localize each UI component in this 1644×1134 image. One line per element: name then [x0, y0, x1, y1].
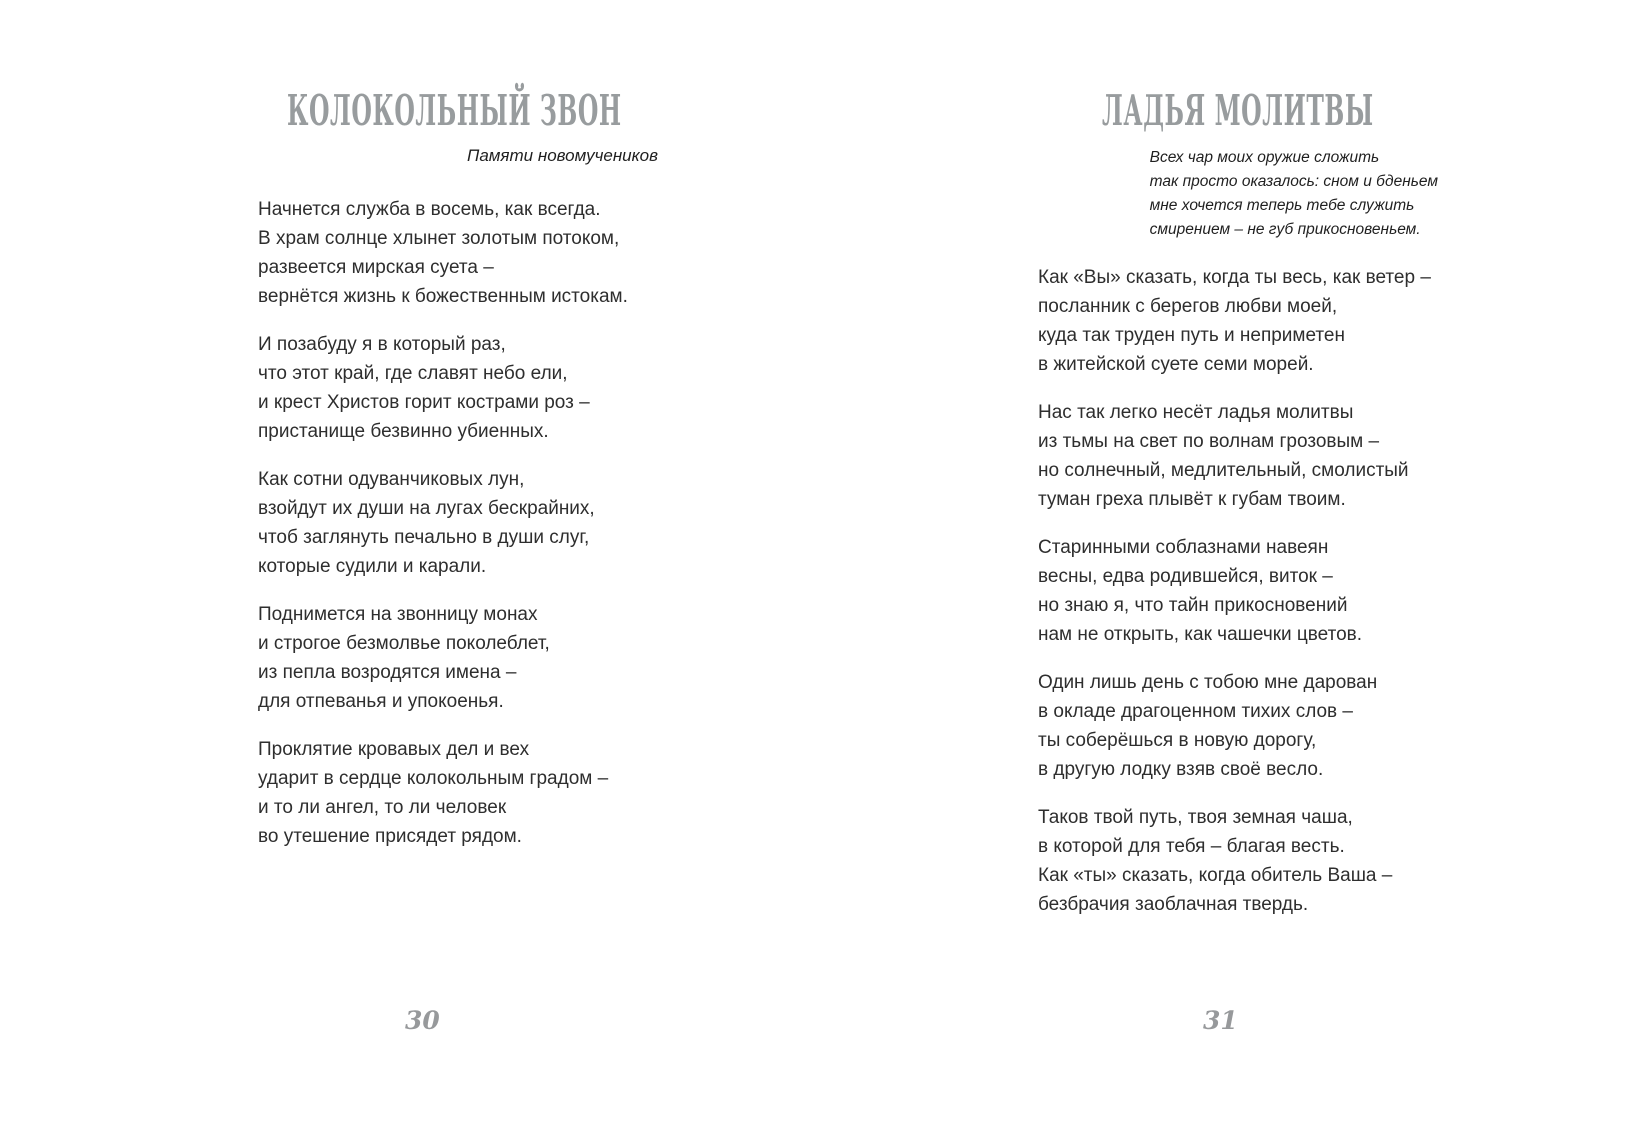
- poem-line: Проклятие кровавых дел и вех: [258, 739, 530, 760]
- poem-line: для отпеванья и упокоенья.: [258, 691, 504, 712]
- stanza: [1038, 668, 1468, 784]
- epigraph-line: мне хочется теперь тебе служить: [1149, 197, 1415, 214]
- poem-line: Таков твой путь, твоя земная чаша,: [1038, 807, 1353, 828]
- poem-line: куда так труден путь и неприметен: [1038, 325, 1345, 346]
- poem-line: Нас так легко несёт ладья молитвы: [1038, 402, 1354, 423]
- left-dedication-block: [258, 146, 658, 166]
- left-dedication: Памяти новомучеников: [467, 146, 658, 165]
- right-poem-title: ЛАДЬЯ МОЛИТВЫ: [1102, 86, 1374, 135]
- stanza: [1038, 803, 1468, 919]
- poem-line: В храм солнце хлынет золотым потоком,: [258, 228, 620, 249]
- stanza: [258, 330, 688, 446]
- poem-line: нам не открыть, как чашечки цветов.: [1038, 624, 1363, 645]
- stanza: [1038, 398, 1468, 514]
- poem-line: Начнется служба в восемь, как всегда.: [258, 199, 601, 220]
- poem-line: Как сотни одуванчиковых лун,: [258, 469, 525, 490]
- poem-line: в другую лодку взяв своё весло.: [1038, 759, 1324, 780]
- epigraph-line: Всех чар моих оружие сложить: [1149, 149, 1380, 166]
- poem-line: Как «Вы» сказать, когда ты весь, как ветер –: [1038, 267, 1431, 288]
- poem-line: и то ли ангел, то ли человек: [258, 797, 507, 818]
- stanza: [258, 600, 688, 716]
- poem-line: ударит в сердце колокольным градом –: [258, 768, 609, 789]
- poem-line: и крест Христов горит кострами роз –: [258, 392, 590, 413]
- poem-line: Старинными соблазнами навеян: [1038, 537, 1329, 558]
- poem-line: в житейской суете семи морей.: [1038, 354, 1314, 375]
- right-page-number: 31: [1203, 1006, 1238, 1035]
- left-poem: [258, 195, 688, 870]
- poem-line: чтоб заглянуть печально в души слуг,: [258, 527, 590, 548]
- poem-line: туман греха плывёт к губам твоим.: [1038, 489, 1346, 510]
- poem-line: вернётся жизнь к божественным истокам.: [258, 286, 628, 307]
- poem-line: во утешение присядет рядом.: [258, 826, 522, 847]
- right-epigraph-block: [1038, 146, 1438, 242]
- poem-line: что этот край, где славят небо ели,: [258, 363, 568, 384]
- left-poem-title: КОЛОКОЛЬНЫЙ ЗВОН: [287, 86, 622, 135]
- stanza: [258, 195, 688, 311]
- stanza: [258, 735, 688, 851]
- poem-line: Как «ты» сказать, когда обитель Ваша –: [1038, 865, 1393, 886]
- poem-line: которые судили и карали.: [258, 556, 487, 577]
- poem-line: из тьмы на свет по волнам грозовым –: [1038, 431, 1380, 452]
- poem-line: в которой для тебя – благая весть.: [1038, 836, 1345, 857]
- poem-line: и строгое безмолвье поколеблет,: [258, 633, 550, 654]
- poem-line: развеется мирская суета –: [258, 257, 494, 278]
- poem-line: посланник с берегов любви моей,: [1038, 296, 1338, 317]
- poem-line: но знаю я, что тайн прикосновений: [1038, 595, 1348, 616]
- epigraph-line: смирением – не губ прикосновеньем.: [1149, 221, 1421, 238]
- poem-line: И позабуду я в который раз,: [258, 334, 506, 355]
- stanza: [258, 465, 688, 581]
- poem-line: ты соберёшься в новую дорогу,: [1038, 730, 1317, 751]
- poem-line: из пепла возродятся имена –: [258, 662, 517, 683]
- poem-line: взойдут их души на лугах бескрайних,: [258, 498, 595, 519]
- stanza: [1038, 263, 1468, 379]
- right-epigraph: [1150, 146, 1438, 242]
- right-poem: [1038, 263, 1468, 938]
- poem-line: весны, едва родившейся, виток –: [1038, 566, 1333, 587]
- epigraph-line: так просто оказалось: сном и бденьем: [1149, 173, 1438, 190]
- poem-line: Один лишь день с тобою мне дарован: [1038, 672, 1378, 693]
- poem-line: в окладе драгоценном тихих слов –: [1038, 701, 1353, 722]
- poem-line: безбрачия заоблачная твердь.: [1038, 894, 1309, 915]
- poem-line: но солнечный, медлительный, смолистый: [1038, 460, 1409, 481]
- poem-line: пристанище безвинно убиенных.: [258, 421, 549, 442]
- left-page-number: 30: [405, 1006, 440, 1035]
- stanza: [1038, 533, 1468, 649]
- poem-line: Поднимется на звонницу монах: [258, 604, 538, 625]
